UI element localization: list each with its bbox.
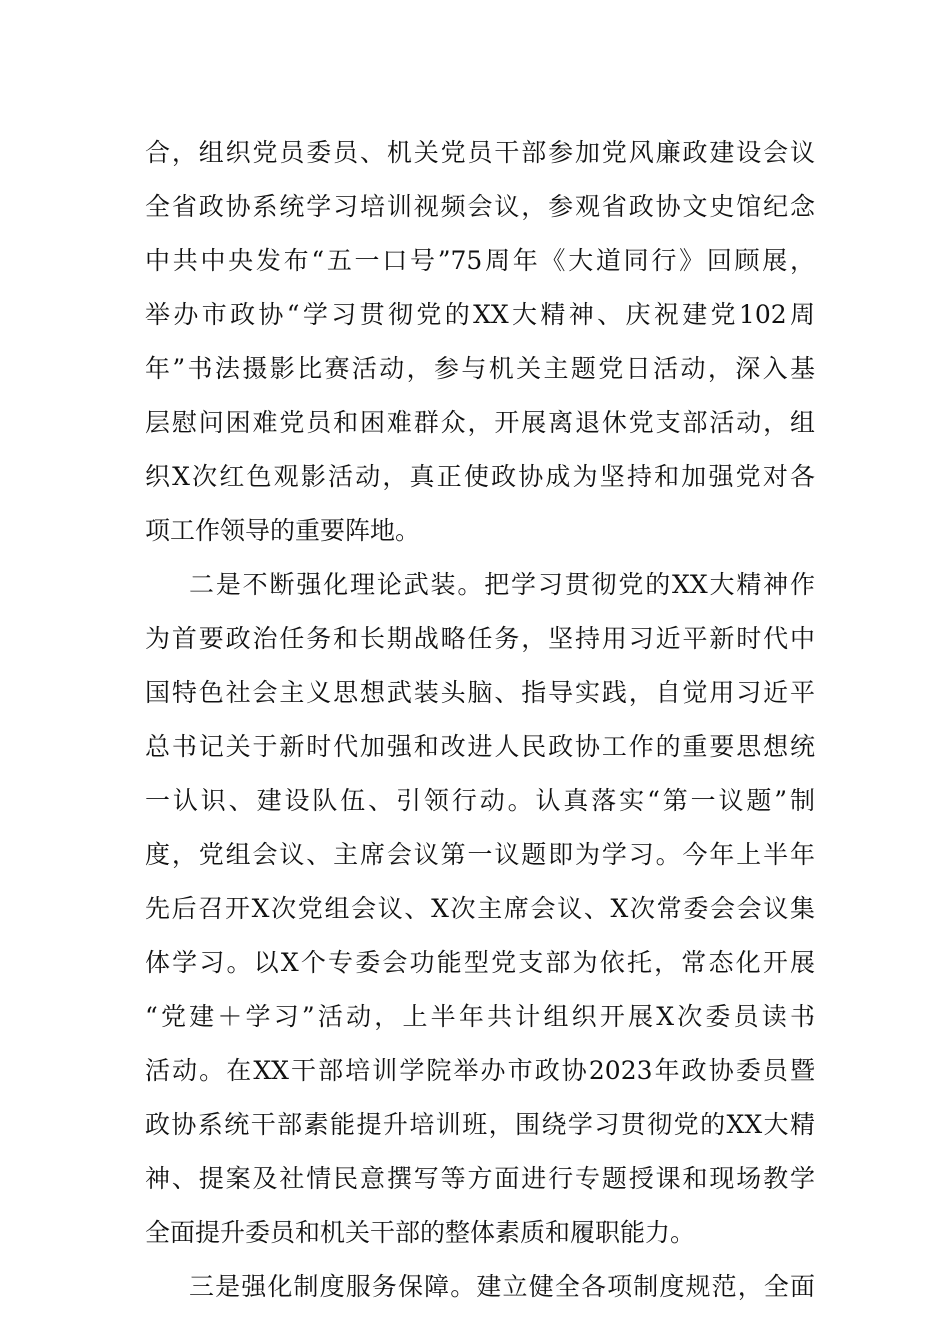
text-line: 国特色社会主义思想武装头脑、指导实践，自觉用习近平 bbox=[145, 678, 815, 707]
text-line: 体学习。以X个专委会功能型党支部为依托，常态化开展 bbox=[145, 948, 815, 977]
document-body bbox=[145, 126, 815, 1314]
text-line: 全面提升委员和机关干部的整体素质和履职能力。 bbox=[145, 1218, 696, 1247]
text-line: 中共中央发布“五一口号”75周年《大道同行》回顾展， bbox=[145, 246, 815, 275]
text-line: 为首要政治任务和长期战略任务，坚持用习近平新时代中 bbox=[145, 624, 815, 653]
text-line: 政协系统干部素能提升培训班，围绕学习贯彻党的XX大精 bbox=[145, 1110, 815, 1139]
text-line: 举办市政协“学习贯彻党的XX大精神、庆祝建党102周 bbox=[145, 300, 815, 329]
paragraph-theory-study bbox=[145, 558, 815, 1260]
text-line: 三是强化制度服务保障。建立健全各项制度规范，全面 bbox=[189, 1272, 815, 1301]
text-line: 全省政协系统学习培训视频会议，参观省政协文史馆纪念 bbox=[145, 192, 815, 221]
text-line: 活动。在XX干部培训学院举办市政协2023年政协委员暨 bbox=[145, 1056, 815, 1085]
paragraph-party-activities bbox=[145, 126, 815, 558]
text-line: 二是不断强化理论武装。把学习贯彻党的XX大精神作 bbox=[189, 570, 815, 599]
text-line: 层慰问困难党员和困难群众，开展离退休党支部活动，组 bbox=[145, 408, 815, 437]
text-line: 合，组织党员委员、机关党员干部参加党风廉政建设会议 bbox=[145, 138, 815, 167]
text-line: 神、提案及社情民意撰写等方面进行专题授课和现场教学 bbox=[145, 1164, 815, 1193]
text-line: 先后召开X次党组会议、X次主席会议、X次常委会会议集 bbox=[145, 894, 815, 923]
text-line: “党建＋学习”活动，上半年共计组织开展X次委员读书 bbox=[145, 1002, 815, 1031]
paragraph-system-guarantee bbox=[145, 1260, 815, 1314]
text-line: 总书记关于新时代加强和改进人民政协工作的重要思想统 bbox=[145, 732, 815, 761]
text-line: 一认识、建设队伍、引领行动。认真落实“第一议题”制 bbox=[145, 786, 815, 815]
text-line: 织X次红色观影活动，真正使政协成为坚持和加强党对各 bbox=[145, 462, 815, 491]
text-line: 度，党组会议、主席会议第一议题即为学习。今年上半年 bbox=[145, 840, 815, 869]
text-line: 项工作领导的重要阵地。 bbox=[145, 516, 421, 545]
text-line: 年”书法摄影比赛活动，参与机关主题党日活动，深入基 bbox=[145, 354, 815, 383]
